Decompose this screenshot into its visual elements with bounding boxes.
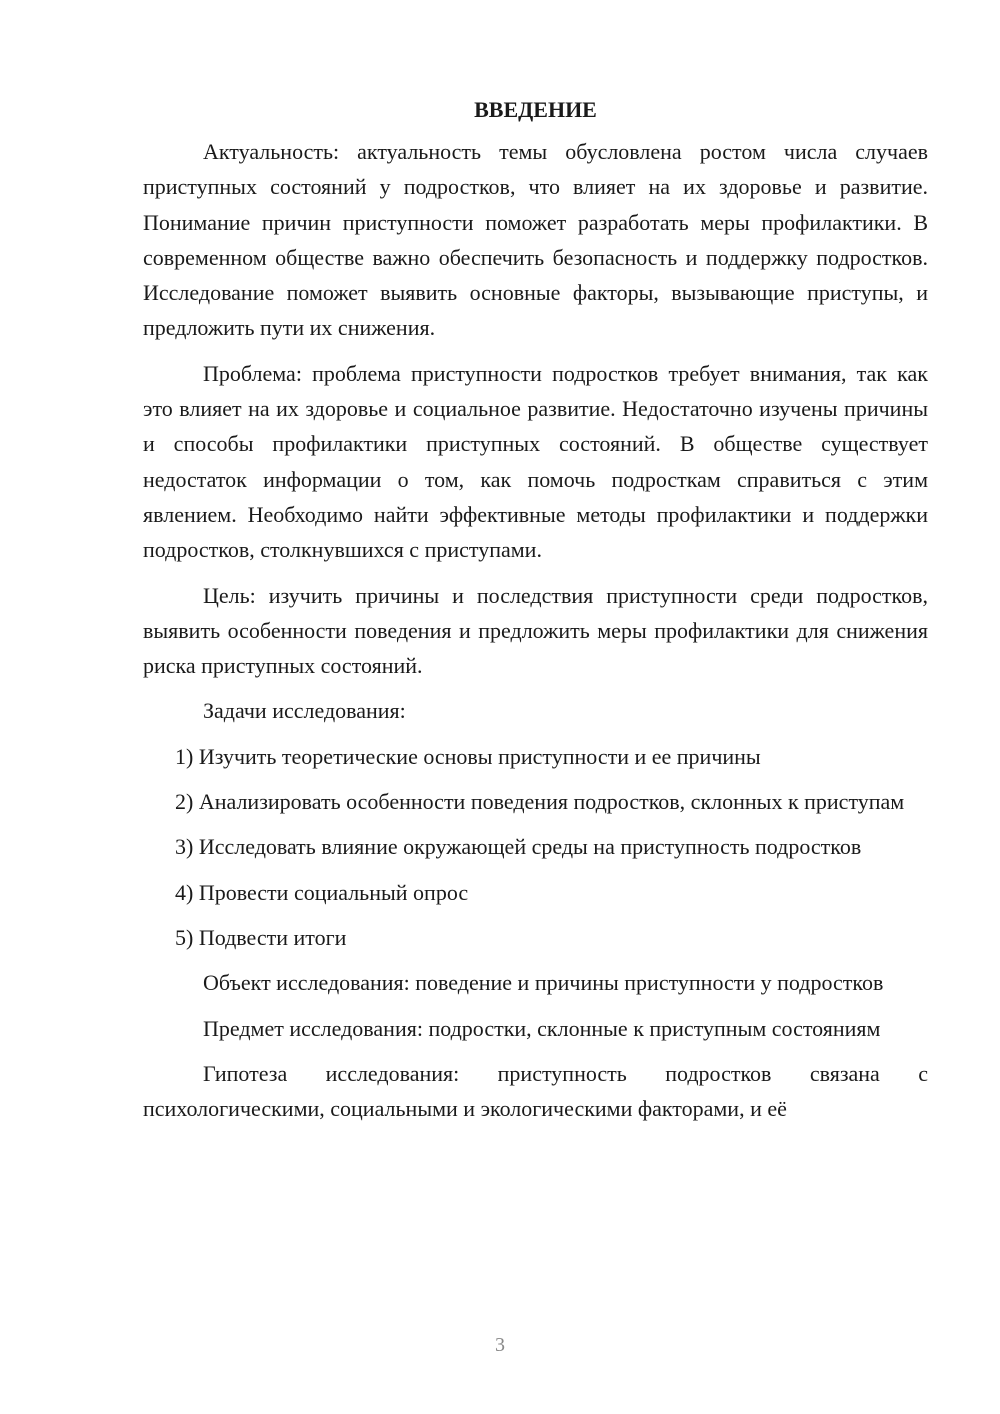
- list-item-task-3: 3) Исследовать влияние окружающей среды на приступность подростков: [175, 834, 862, 860]
- list-item-task-4: 4) Провести социальный опрос: [175, 879, 469, 905]
- list-item-task-2: 2) Анализировать особенности поведения подростков, склонных к приступам: [175, 789, 905, 815]
- document-page: [143, 92, 928, 1136]
- paragraph-tasks-heading: Задачи исследования:: [203, 698, 406, 724]
- paragraph-object: Объект исследования: поведение и причины приступности у подростков: [203, 970, 884, 996]
- paragraph-relevance: Актуальность: актуальность темы обусловлена ростом числа случаев приступных состояний у подростков, что влияет на их здоровье и развитие. Понимание причин приступности поможет разработать меры профилактики. В современном обществе важно обеспечить безопасность и поддержку подростков. Исследование поможет выявить основные факторы, вызывающие приступы, и предложить пути их снижения.: [143, 139, 928, 341]
- section-title: ВВЕДЕНИЕ: [474, 97, 597, 122]
- list-item-task-5: 5) Подвести итоги: [175, 924, 347, 950]
- paragraph-subject: Предмет исследования: подростки, склонные к приступным состояниям: [203, 1015, 881, 1041]
- page-number: 3: [495, 1334, 505, 1356]
- list-item-task-1: 1) Изучить теоретические основы приступности и ее причины: [175, 743, 761, 769]
- paragraph-problem: Проблема: проблема приступности подростков требует внимания, так как это влияет на их здоровье и социальное развитие. Недостаточно изучены причины и способы профилактики приступных состояний. В обществе существует недостаток информации о том, как помочь подросткам справиться с этим явлением. Необходимо найти эффективные методы профилактики и поддержки подростков, столкнувшихся с приступами.: [143, 360, 928, 563]
- paragraph-hypothesis: Гипотеза исследования: приступность подростков связана с психологическими, социальными и экологическими факторами, и её: [143, 1060, 928, 1122]
- paragraph-goal: Цель: изучить причины и последствия приступности среди подростков, выявить особенности поведения и предложить меры профилактики для снижения риска приступных состояний.: [143, 582, 928, 679]
